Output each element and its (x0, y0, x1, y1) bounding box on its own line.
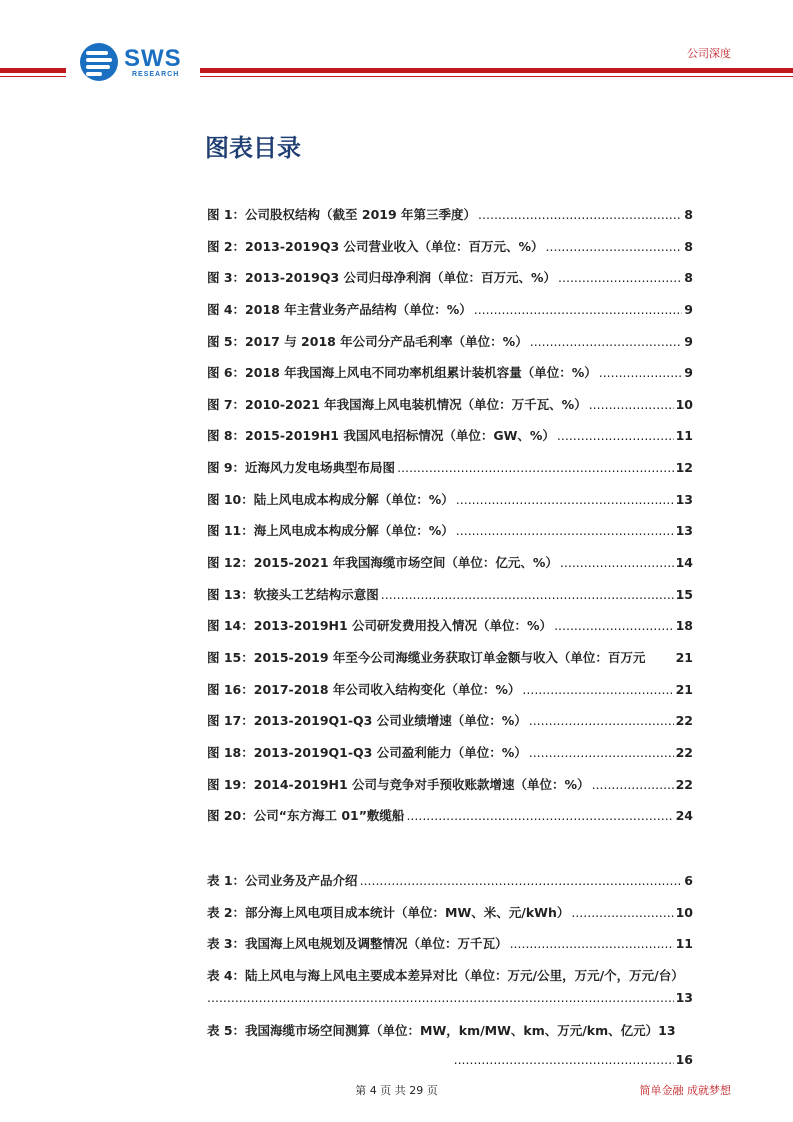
toc-label: 图 19：2014-2019H1 公司与竞争对手预收账款增速（单位：%） (207, 776, 590, 792)
toc-leader (546, 239, 683, 254)
toc-page: 14 (675, 555, 693, 571)
toc-leader (207, 990, 674, 1005)
toc-leader (589, 397, 674, 412)
toc-row[interactable] (207, 871, 693, 903)
toc-page: 8 (684, 207, 693, 222)
toc-page: 9 (684, 365, 693, 381)
toc-row[interactable] (207, 934, 693, 966)
toc-label: 图 12：2015-2021 年我国海缆市场空间（单位：亿元、%） (207, 555, 558, 571)
toc-row[interactable] (207, 490, 693, 522)
toc-page: 22 (675, 713, 693, 729)
toc-page: 9 (684, 333, 693, 349)
toc-label: 图 2：2013-2019Q3 公司营业收入（单位：百万元、%） (207, 238, 544, 254)
toc-page: 21 (675, 681, 693, 697)
toc-row[interactable] (207, 332, 693, 364)
toc-row[interactable] (207, 585, 693, 617)
logo-mark-icon (80, 43, 118, 81)
toc-row[interactable] (207, 743, 693, 775)
toc-label: 图 14：2013-2019H1 公司研发费用投入情况（单位：%） (207, 618, 553, 634)
toc-label: 表 1：公司业务及产品介绍 (207, 873, 358, 888)
toc-leader (360, 873, 683, 888)
toc-label: 图 6：2018 年我国海上风电不同功率机组累计装机容量（单位：%） (207, 365, 597, 381)
toc-page: 18 (675, 618, 693, 634)
toc-label: 表 3：我国海上风电规划及调整情况（单位：万千瓦） (207, 936, 508, 952)
toc-leader (557, 428, 674, 443)
toc-leader (560, 555, 674, 570)
figure-toc-list (207, 205, 693, 838)
header-rule-left (0, 68, 66, 73)
toc-label: 表 4：陆上风电与海上风电主要成本差异对比（单位：万元/公里，万元/个，万元/台） (207, 967, 684, 983)
toc-leader (456, 492, 674, 507)
toc-row[interactable] (207, 1021, 693, 1052)
toc-label: 图 1：公司股权结构（截至 2019 年第三季度） (207, 207, 477, 222)
toc-page: 9 (684, 301, 693, 317)
toc-label: 图 17：2013-2019Q1-Q3 公司业绩增速（单位：%） (207, 713, 527, 729)
toc-page: 21 (675, 649, 693, 665)
toc-page: 6 (684, 873, 693, 888)
header-rule-left-thin (0, 76, 66, 77)
toc-label: 图 10：陆上风电成本构成分解（单位：%） (207, 491, 454, 507)
toc-page: 22 (675, 776, 693, 792)
toc-leader (478, 207, 682, 222)
toc-page: 15 (675, 586, 693, 602)
toc-label: 图 20：公司“东方海工 01”敷缆船 (207, 808, 405, 824)
toc-label: 图 7：2010-2021 年我国海上风电装机情况（单位：万千瓦、%） (207, 396, 587, 412)
toc-row[interactable] (207, 903, 693, 935)
toc-leader (474, 302, 683, 317)
toc-row[interactable] (207, 680, 693, 712)
toc-page: 13 (675, 989, 693, 1005)
toc-row[interactable] (207, 205, 693, 237)
header-rule-right-thin (200, 76, 793, 77)
toc-leader (529, 745, 674, 760)
report-type: 公司深度 (687, 47, 731, 60)
toc-label: 图 11：海上风电成本构成分解（单位：%） (207, 523, 454, 539)
toc-label: 图 18：2013-2019Q1-Q3 公司盈利能力（单位：%） (207, 744, 527, 760)
toc-leader (456, 523, 674, 538)
toc-leader (571, 905, 673, 920)
toc-leader (599, 365, 683, 380)
page-title: 图表目录 (205, 134, 301, 162)
toc-label: 图 15：2015-2019 年至今公司海缆业务获取订单金额与收入（单位：百万元 (207, 649, 646, 665)
toc-label: 图 4：2018 年主营业务产品结构（单位：%） (207, 301, 472, 317)
toc-page: 13 (675, 491, 693, 507)
toc-row[interactable] (207, 237, 693, 269)
toc-label: 图 16：2017-2018 年公司收入结构变化（单位：%） (207, 681, 521, 697)
toc-row[interactable] (207, 426, 693, 458)
toc-row[interactable] (207, 268, 693, 300)
toc-leader (406, 808, 673, 823)
toc-label: 图 5：2017 与 2018 年公司分产品毛利率（单位：%） (207, 333, 528, 349)
toc-page: 11 (675, 428, 693, 444)
footer-slogan: 简单金融 成就梦想 (639, 1084, 731, 1097)
toc-leader (554, 618, 674, 633)
toc-row-continuation[interactable] (207, 1052, 693, 1084)
header-rule-right (200, 68, 793, 73)
toc-leader (397, 460, 674, 475)
footer-page-info: 第 4 页 共 29 页 (355, 1084, 438, 1097)
toc-row[interactable] (207, 521, 693, 553)
toc-label: 图 8：2015-2019H1 我国风电招标情况（单位：GW、%） (207, 428, 555, 444)
brand-logo (80, 43, 190, 83)
toc-row[interactable] (207, 966, 693, 990)
toc-leader (558, 270, 682, 285)
toc-row[interactable] (207, 775, 693, 807)
toc-leader (381, 587, 674, 602)
toc-label: 图 3：2013-2019Q3 公司归母净利润（单位：百万元、%） (207, 270, 557, 286)
toc-row-continuation[interactable] (207, 990, 693, 1021)
toc-leader (529, 713, 674, 728)
toc-page: 8 (684, 270, 693, 286)
toc-leader (530, 334, 683, 349)
toc-leader (592, 777, 674, 792)
toc-label: 表 5：我国海缆市场空间测算（单位：MW，km/MW、km、万元/km、亿元）13 (207, 1022, 676, 1038)
toc-page: 16 (675, 1051, 693, 1067)
table-toc-list (207, 871, 693, 1084)
toc-page: 13 (675, 523, 693, 539)
toc-row[interactable] (207, 395, 693, 427)
toc-row[interactable] (207, 711, 693, 743)
logo-subtext: RESEARCH (132, 71, 180, 78)
toc-leader (454, 1052, 674, 1067)
toc-row[interactable] (207, 616, 693, 648)
toc-page: 24 (675, 808, 693, 824)
toc-label: 表 2：部分海上风电项目成本统计（单位：MW、米、元/kWh） (207, 904, 570, 920)
toc-page: 10 (675, 396, 693, 412)
toc-page: 22 (675, 744, 693, 760)
toc-row[interactable] (207, 363, 693, 395)
toc-label: 图 13：软接头工艺结构示意图 (207, 586, 379, 602)
toc-label: 图 9：近海风力发电场典型布局图 (207, 460, 396, 476)
toc-row[interactable] (207, 806, 693, 838)
toc-row[interactable] (207, 553, 693, 585)
toc-page: 10 (675, 904, 693, 920)
toc-leader (522, 682, 673, 697)
toc-leader (510, 936, 674, 951)
logo-text: SWS (124, 45, 182, 72)
toc-page: 12 (675, 460, 693, 476)
toc-row[interactable] (207, 648, 693, 680)
toc-page: 8 (684, 238, 693, 254)
toc-row[interactable] (207, 458, 693, 490)
toc-page: 11 (675, 936, 693, 952)
toc-row[interactable] (207, 300, 693, 332)
